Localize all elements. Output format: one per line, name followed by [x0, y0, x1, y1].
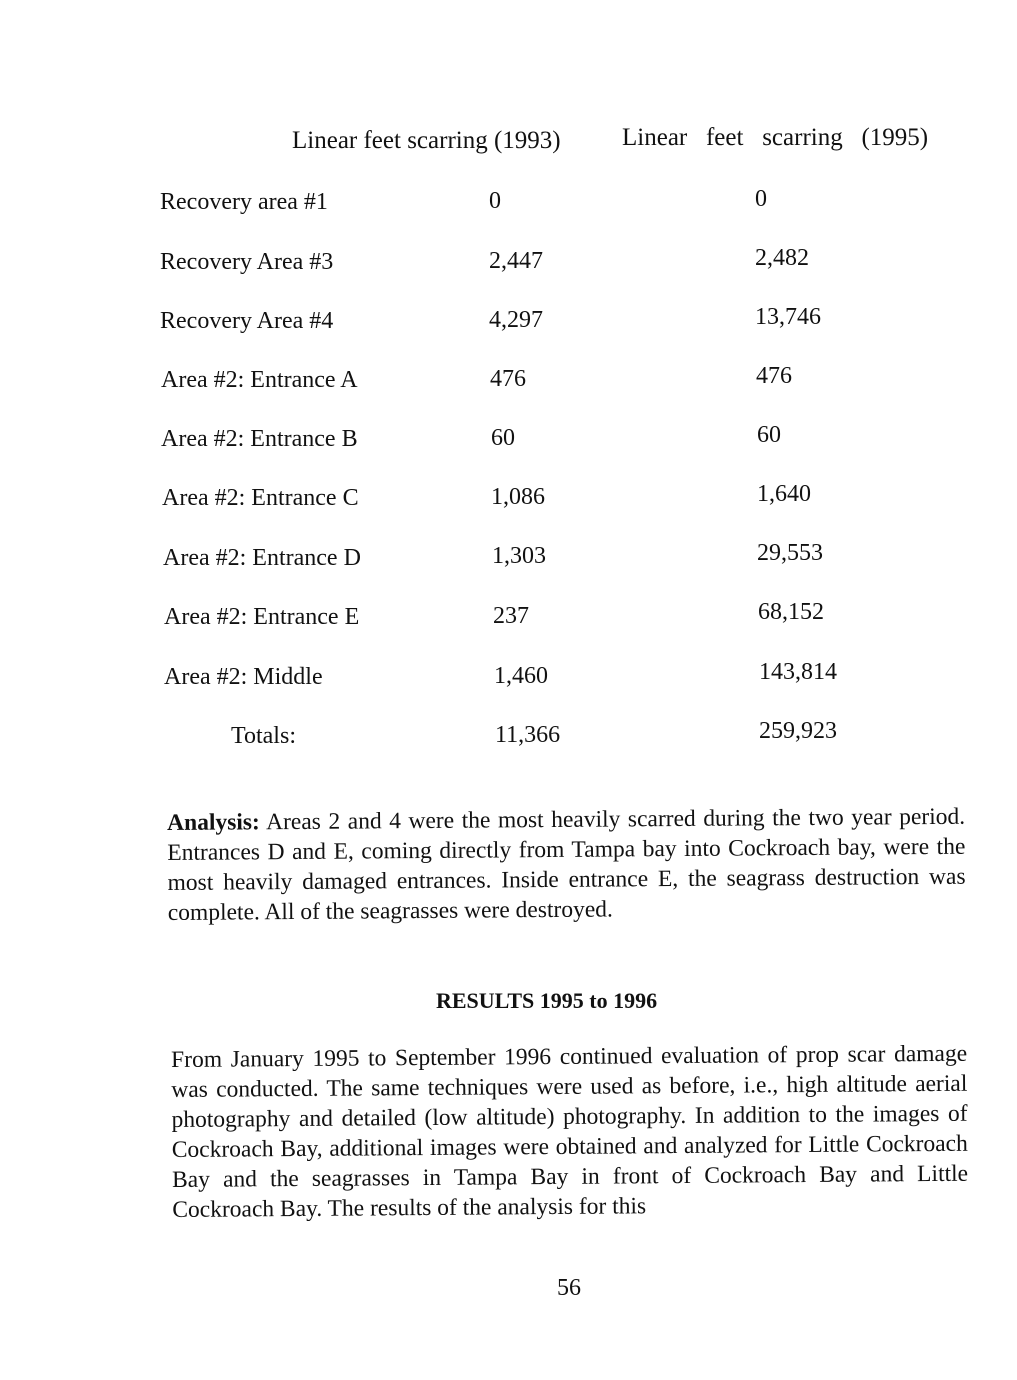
- row-value-1993: 4,297: [489, 307, 543, 333]
- row-value-1995: 476: [756, 363, 792, 389]
- analysis-label: Analysis:: [167, 809, 260, 836]
- totals-label: Totals:: [231, 723, 296, 749]
- row-value-1995: 29,553: [757, 540, 823, 566]
- row-value-1993: 476: [490, 366, 526, 392]
- row-value-1993: 0: [489, 188, 501, 214]
- row-area: Area #2: Entrance D: [163, 545, 361, 571]
- row-area: Recovery Area #3: [160, 249, 334, 275]
- row-area: Area #2: Entrance B: [161, 426, 358, 452]
- row-area: Area #2: Entrance A: [161, 367, 358, 393]
- results-paragraph: From January 1995 to September 1996 continued evaluation of prop scar damage was conducted. The same techniques were used as before, i.e., high altitude aerial photography and detailed (low altitude) photography. In addition to the images of Cockroach Bay, additional images were obtained and analyzed for Little Cockroach Bay and the seagrasses in Tampa Bay in front of Cockroach Bay and Little Cockroach Bay. The results of the analysis for this: [171, 1040, 969, 1223]
- row-value-1993: 1,303: [492, 543, 546, 569]
- row-area: Recovery area #1: [160, 189, 328, 215]
- analysis-paragraph: [167, 802, 966, 928]
- row-value-1993: 2,447: [489, 248, 543, 274]
- header-1993: Linear feet scarring (1993): [292, 127, 561, 154]
- analysis-text: Areas 2 and 4 were the most heavily scarred during the two year period. Entrances D and E, coming directly from Tampa bay into Cockroach bay, were the most heavily damaged entrances. Inside entrance E, the seagrass destruction was complete. All of the seagrasses were destroyed.: [167, 803, 966, 926]
- row-area: Area #2: Entrance E: [164, 604, 360, 630]
- row-value-1993: 60: [491, 425, 515, 451]
- row-area: Area #2: Entrance C: [162, 485, 359, 511]
- totals-value-1993: 11,366: [495, 722, 561, 748]
- results-heading: RESULTS 1995 to 1996: [436, 988, 658, 1013]
- page-number: 56: [557, 1275, 581, 1301]
- row-area: Area #2: Middle: [164, 664, 323, 690]
- row-value-1995: 68,152: [758, 599, 824, 625]
- row-value-1995: 13,746: [755, 304, 821, 330]
- row-value-1993: 237: [493, 603, 529, 629]
- header-1995: Linear feet scarring (1995): [622, 124, 929, 151]
- row-value-1995: 2,482: [755, 245, 809, 271]
- totals-value-1995: 259,923: [759, 718, 837, 744]
- row-value-1995: 60: [757, 422, 781, 448]
- row-value-1993: 1,460: [494, 663, 548, 689]
- row-value-1995: 143,814: [759, 659, 837, 685]
- row-value-1995: 1,640: [757, 481, 811, 507]
- row-area: Recovery Area #4: [160, 308, 334, 334]
- row-value-1995: 0: [755, 186, 767, 212]
- row-value-1993: 1,086: [491, 484, 545, 510]
